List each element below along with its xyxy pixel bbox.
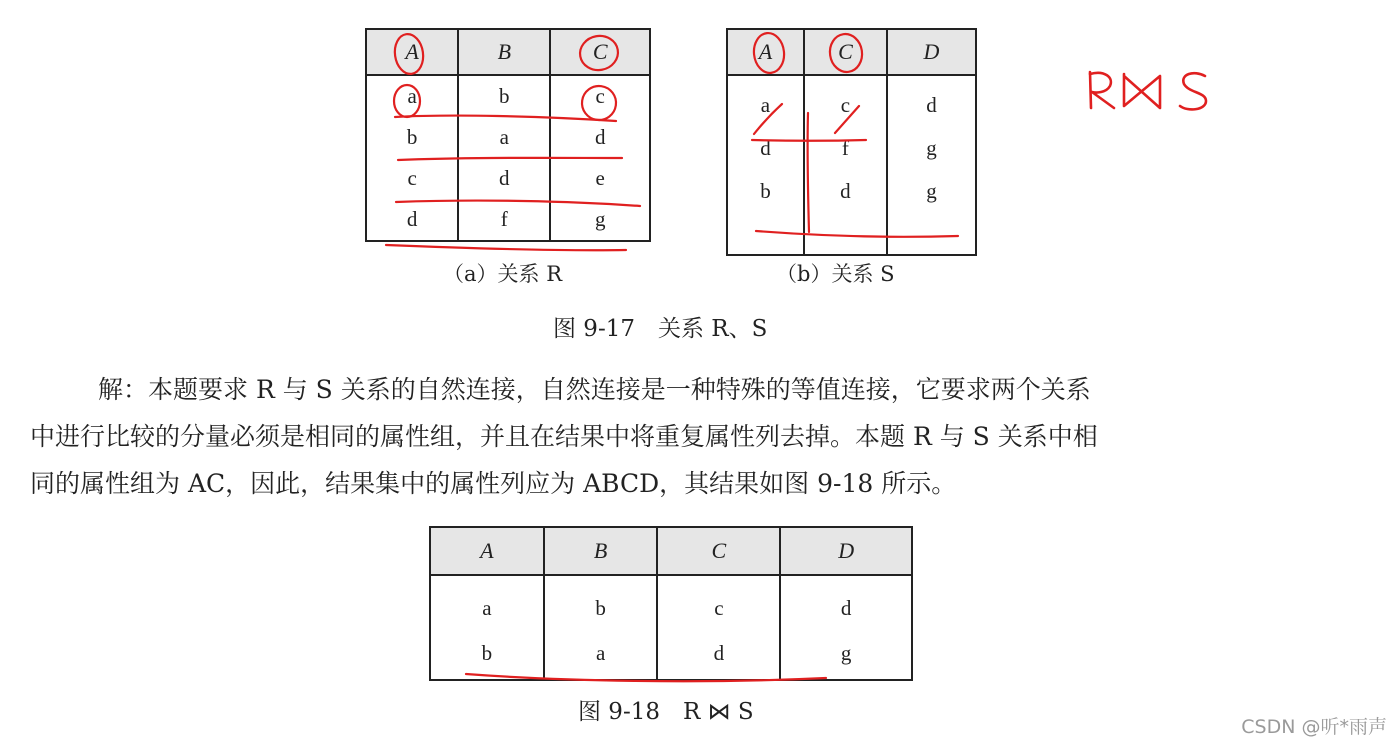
table-cell: a <box>482 596 492 620</box>
figure-caption: 图 9-17 关系 R、S <box>553 316 768 342</box>
paragraph-line: 同的属性组为 AC，因此，结果集中的属性列应为 ABCD，其结果如图 9-18 所示。 <box>30 469 957 498</box>
column-header: B <box>458 29 550 75</box>
relation-r-caption: （a）关系 R <box>443 262 563 286</box>
table-column-cells <box>544 575 658 680</box>
table-cell: f <box>458 199 550 241</box>
column-header: C <box>657 527 780 575</box>
table-cell: d <box>458 158 550 199</box>
column-header: A <box>366 29 458 75</box>
relation-s-caption: （b）关系 S <box>776 262 895 286</box>
handwritten-stroke <box>1090 72 1091 108</box>
relation-s-table <box>726 28 977 256</box>
column-header: A <box>430 527 544 575</box>
table-cell: b <box>458 75 550 117</box>
table-row <box>430 575 912 680</box>
table-cell: a <box>760 93 771 117</box>
table-cell: g <box>840 641 852 665</box>
table-cell: a <box>595 641 606 665</box>
watermark: CSDN @听*雨声 <box>1241 716 1387 738</box>
table-column-cells <box>780 575 912 680</box>
table-cell: d <box>840 179 851 203</box>
column-header: D <box>887 29 976 75</box>
paragraph-line: 解：本题要求 R 与 S 关系的自然连接，自然连接是一种特殊的等值连接，它要求两个关系 <box>98 375 1091 404</box>
join-result-table <box>429 526 913 681</box>
table-cell: g <box>594 207 606 231</box>
table-column-cells <box>727 75 804 255</box>
column-header: C <box>550 29 650 75</box>
table-cell: e <box>595 166 605 190</box>
table-cell: c <box>366 158 458 199</box>
column-header: D <box>780 527 912 575</box>
table-row <box>366 199 650 241</box>
table-cell: g <box>926 136 937 160</box>
table-column-cells <box>657 575 780 680</box>
table-cell: d <box>926 93 937 117</box>
table-header-row <box>727 29 976 75</box>
table-row <box>366 75 650 117</box>
figure-caption: 图 9-18 R ⋈ S <box>578 699 754 725</box>
table-column-cells <box>430 575 544 680</box>
table-header-row <box>430 527 912 575</box>
table-column-cells <box>804 75 887 255</box>
table-cell: b <box>366 117 458 158</box>
table-row <box>727 75 976 255</box>
table-column-cells <box>887 75 976 255</box>
table-cell: f <box>841 136 849 160</box>
column-header: C <box>804 29 887 75</box>
table-cell: d <box>713 641 725 665</box>
table-cell: b <box>595 596 606 620</box>
table-cell: d <box>760 136 771 160</box>
column-header: A <box>727 29 804 75</box>
table-cell: a <box>366 75 458 117</box>
handwritten-stroke <box>1090 73 1114 108</box>
underline-mark <box>386 245 626 250</box>
paragraph-line: 中进行比较的分量必须是相同的属性组，并且在结果中将重复属性列去掉。本题 R 与 S 关系中相 <box>30 422 1098 451</box>
table-row <box>366 158 650 199</box>
table-cell: a <box>458 117 550 158</box>
solution-paragraph <box>30 366 1320 507</box>
table-row <box>366 117 650 158</box>
handwritten-join-note <box>1090 72 1206 109</box>
table-header-row <box>366 29 650 75</box>
table-cell: d <box>840 596 852 620</box>
table-cell: c <box>714 596 724 620</box>
table-cell: c <box>840 93 851 117</box>
table-cell: d <box>594 125 606 149</box>
table-cell: g <box>926 179 937 203</box>
table-cell: b <box>481 641 493 665</box>
table-cell: b <box>760 179 771 203</box>
handwritten-stroke <box>1180 73 1206 109</box>
handwritten-stroke <box>1124 74 1160 108</box>
column-header: B <box>544 527 658 575</box>
relation-r-table <box>365 28 651 242</box>
table-cell: c <box>595 84 605 108</box>
table-cell: d <box>366 199 458 241</box>
